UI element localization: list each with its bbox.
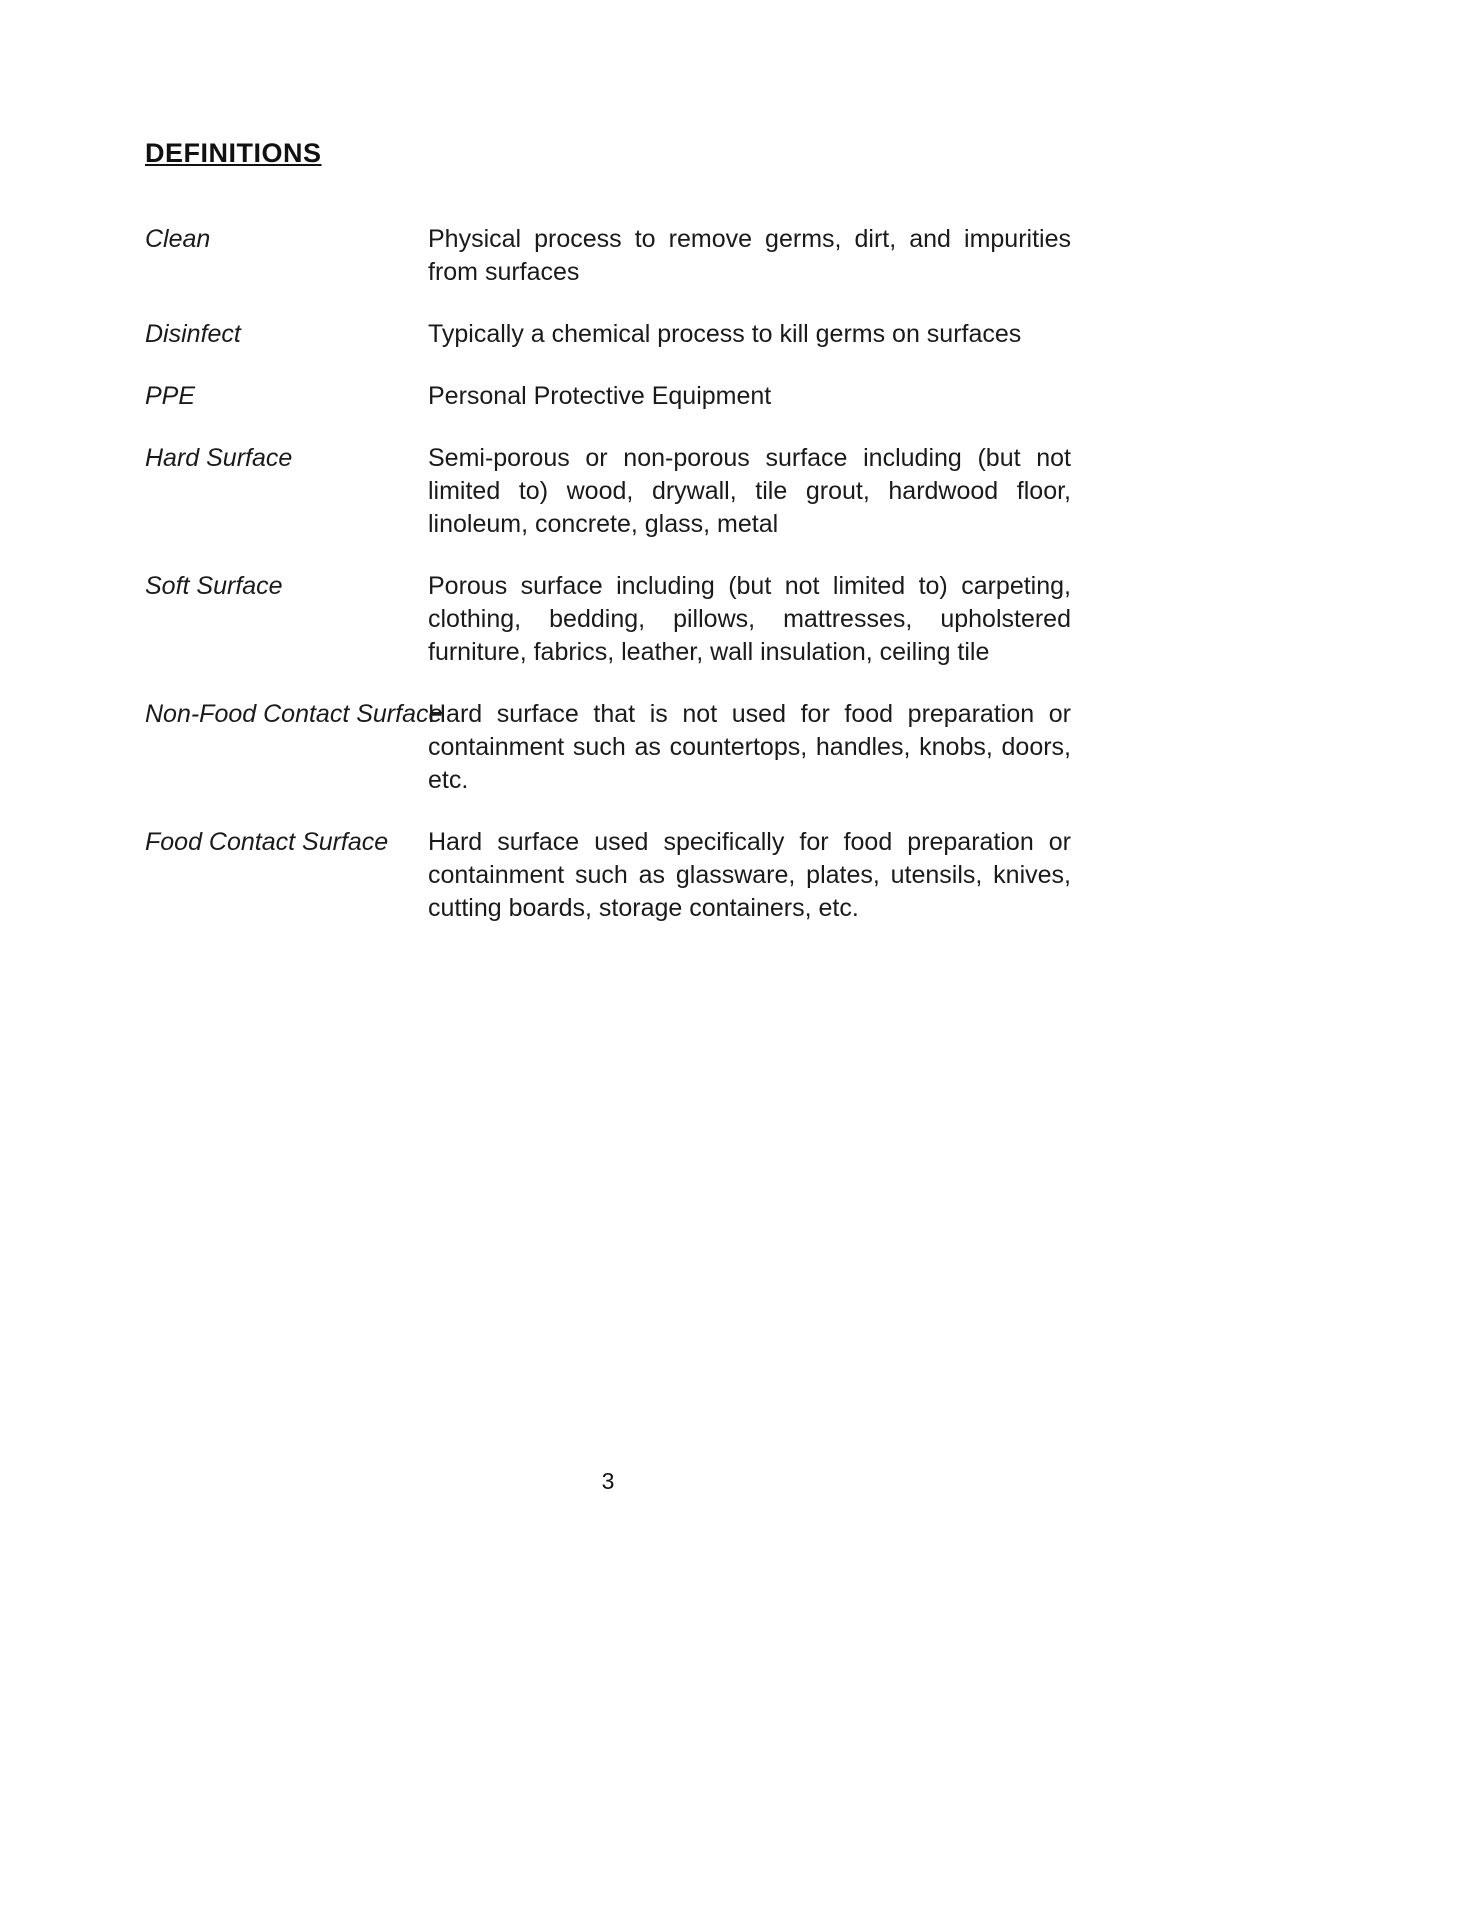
definition-row-hard-surface <box>145 442 1071 541</box>
document-content <box>145 138 1071 954</box>
definition-term: Food Contact Surface <box>145 828 389 856</box>
definition-text: Hard surface used specifically for food preparation or containment such as glassware, plates, utensils, knives, cutting boards, storage containers, etc. <box>428 828 1071 922</box>
definition-row-disinfect <box>145 318 1071 351</box>
definition-row-clean <box>145 223 1071 289</box>
definition-term: Clean <box>145 225 211 253</box>
definition-text: Hard surface that is not used for food preparation or containment such as countertops, handles, knobs, doors, etc. <box>428 700 1071 794</box>
definition-text: Semi-porous or non-porous surface including (but not limited to) wood, drywall, tile grout, hardwood floor, linoleum, concrete, glass, metal <box>428 444 1071 538</box>
definition-row-ppe <box>145 380 1071 413</box>
definition-term: Disinfect <box>145 320 241 348</box>
definition-row-non-food-contact-surface <box>145 698 1071 797</box>
definitions-heading: DEFINITIONS <box>145 138 322 168</box>
definition-text: Personal Protective Equipment <box>428 382 772 410</box>
definition-row-soft-surface <box>145 570 1071 669</box>
definition-text: Porous surface including (but not limited to) carpeting, clothing, bedding, pillows, mattresses, upholstered furniture, fabrics, leather, wall insulation, ceiling tile <box>428 572 1071 666</box>
definition-term: Soft Surface <box>145 572 283 600</box>
definition-term: PPE <box>145 382 196 410</box>
page-number: 3 <box>601 1468 615 1494</box>
definition-text: Typically a chemical process to kill germs on surfaces <box>428 320 1022 348</box>
definition-term: Non-Food Contact Surface <box>145 700 443 728</box>
definition-row-food-contact-surface <box>145 826 1071 925</box>
definition-term: Hard Surface <box>145 444 293 472</box>
definition-text: Physical process to remove germs, dirt, and impurities from surfaces <box>428 225 1071 286</box>
